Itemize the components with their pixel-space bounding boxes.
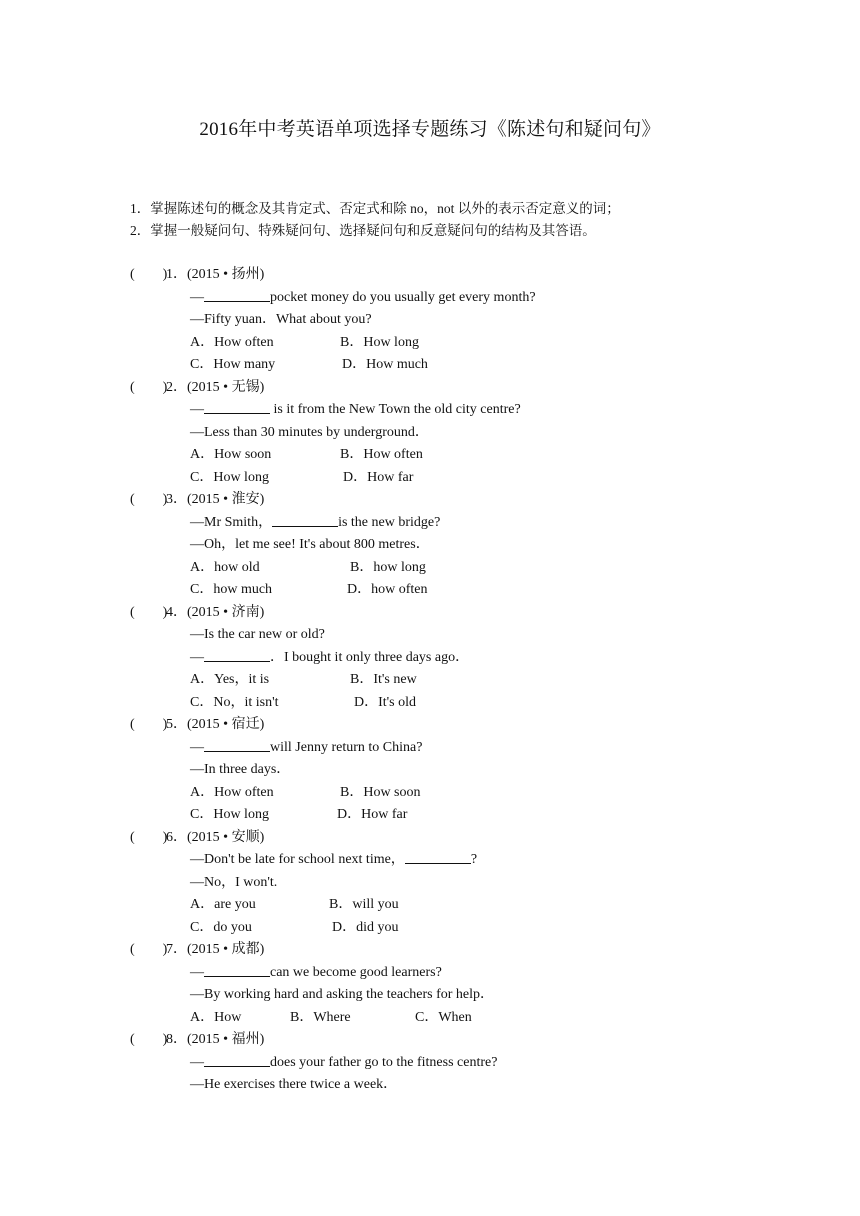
answer-option: B．How soon [340,784,421,800]
answer-parentheses: ( ) [130,379,168,395]
option-row [130,354,830,377]
option-row [130,894,830,917]
question-header [130,489,830,512]
dialog-text: will Jenny return to China? [270,739,423,755]
dialog-line [130,624,830,647]
dialog-text: He exercises there twice a week． [204,1077,398,1092]
question-header [130,602,830,625]
question-number-source: 1．(2015 • 扬州) [166,267,265,282]
dialog-line [130,759,830,782]
dialog-text: does your father go to the fitness centre? [270,1054,498,1070]
dialog-text: Fifty yuan．What about you? [204,312,372,327]
question-header [130,377,830,400]
option-row [130,557,830,580]
answer-option: A．how old [190,559,260,575]
question-header [130,714,830,737]
question-item [130,602,830,715]
dialog-prefix: — [190,627,204,642]
answer-option: A．How often [190,784,274,800]
learning-objectives [130,198,830,242]
dialog-line [130,422,830,445]
question-item [130,827,830,940]
answer-parentheses: ( ) [130,267,168,282]
answer-option: D．How much [342,357,428,372]
answer-parentheses: ( ) [130,829,168,845]
answer-option: A．How often [190,334,274,350]
question-header [130,939,830,962]
question-number-source: 4．(2015 • 济南) [166,604,265,620]
dialog-text: Less than 30 minutes by underground． [204,424,429,440]
answer-blank [204,647,270,662]
question-number-source: 7．(2015 • 成都) [166,942,265,957]
answer-option: B．How often [340,447,423,462]
option-row [130,804,830,827]
answer-parentheses: ( ) [130,1032,168,1047]
dialog-text: In three days． [204,762,291,777]
answer-parentheses: ( ) [130,942,168,957]
answer-option: A．are you [190,897,256,912]
question-item [130,1029,830,1097]
dialog-prefix: — [190,402,204,417]
answer-blank [405,849,471,864]
dialog-line [130,647,830,670]
answer-blank [272,512,338,527]
dialog-line [130,512,830,535]
answer-option: C．How many [190,357,276,372]
dialog-text: Is the car new or old? [204,627,325,642]
dialog-text: is the new bridge? [338,514,441,530]
answer-option: A．How [190,1009,242,1025]
answer-option: C．No，it isn't [190,694,279,710]
dialog-line [130,287,830,310]
dialog-text: ．I bought it only three days ago． [270,649,470,665]
objective-item: 1．掌握陈述句的概念及其肯定式、否定式和除 no，not 以外的表示否定意义的词； [130,201,620,216]
dialog-text: Oh，let me see! It's about 800 metres． [204,537,430,552]
answer-option: D．How far [337,807,408,822]
dialog-prefix: — [190,964,204,980]
answer-option: B．will you [329,897,399,912]
dialog-line [130,399,830,422]
dialog-prefix: —Don't be late for school next time， [190,852,405,867]
answer-blank [204,737,270,752]
answer-option: C．How long [190,807,269,822]
option-row [130,692,830,715]
dialog-line [130,309,830,332]
option-row [130,669,830,692]
dialog-line [130,1052,830,1075]
question-item [130,377,830,490]
page-title: 2016年中考英语单项选择专题练习《陈述句和疑问句》 [199,119,661,140]
answer-blank [204,399,270,414]
question-number-source: 2．(2015 • 无锡) [166,379,265,395]
dialog-text: can we become good learners? [270,964,442,980]
option-row [130,444,830,467]
question-item [130,489,830,602]
option-row [130,782,830,805]
answer-option: B．How long [340,334,419,350]
dialog-prefix: — [190,762,204,777]
dialog-text: ? [470,852,478,867]
dialog-text: No，I won't. [204,874,278,890]
objective-item: 2．掌握一般疑问句、特殊疑问句、选择疑问句和反意疑问句的结构及其答语。 [130,223,596,238]
question-number-source: 8．(2015 • 福州) [166,1032,265,1047]
option-row [130,332,830,355]
dialog-text: By working hard and asking the teachers for help． [204,987,495,1002]
answer-option: D．how often [347,582,428,597]
dialog-prefix: — [190,1077,204,1092]
answer-option: D．It's old [354,694,417,710]
answer-blank [204,1052,270,1067]
dialog-line [130,534,830,557]
question-number-source: 6．(2015 • 安顺) [166,829,265,845]
answer-option: B．It's new [350,672,417,687]
dialog-line [130,872,830,895]
answer-option: D．did you [332,919,399,935]
dialog-prefix: — [190,424,204,440]
question-header [130,1029,830,1052]
dialog-line [130,737,830,760]
dialog-line [130,1074,830,1097]
answer-option: C．how much [190,582,273,597]
answer-parentheses: ( ) [130,492,168,507]
dialog-prefix: — [190,987,204,1002]
answer-parentheses: ( ) [130,717,168,732]
dialog-line [130,849,830,872]
answer-parentheses: ( ) [130,604,168,620]
question-list [130,264,830,1097]
question-header [130,827,830,850]
question-number-source: 5．(2015 • 宿迁) [166,717,265,732]
dialog-line [130,962,830,985]
dialog-prefix: —Mr Smith， [190,514,273,530]
answer-option: C．do you [190,919,252,935]
dialog-prefix: — [190,289,204,305]
dialog-text: pocket money do you usually get every month? [270,289,536,305]
dialog-prefix: — [190,874,204,890]
question-header [130,264,830,287]
answer-option: C．When [415,1009,472,1025]
answer-blank [204,287,270,302]
option-row [130,467,830,490]
question-item [130,264,830,377]
dialog-prefix: — [190,312,204,327]
dialog-prefix: — [190,649,204,665]
question-item [130,939,830,1029]
answer-option: A．Yes，it is [190,672,270,687]
dialog-text: is it from the New Town the old city centre? [270,402,521,417]
answer-option: D．How far [343,469,414,485]
dialog-prefix: — [190,1054,204,1070]
option-row [130,917,830,940]
answer-option: B．Where [290,1009,351,1025]
dialog-prefix: — [190,537,204,552]
dialog-prefix: — [190,739,204,755]
answer-blank [204,962,270,977]
answer-option: C．How long [190,469,269,485]
question-item [130,714,830,827]
answer-option: A．How soon [190,447,272,462]
option-row [130,579,830,602]
answer-option: B．how long [350,559,426,575]
question-number-source: 3．(2015 • 淮安) [166,492,265,507]
option-row [130,1007,830,1030]
dialog-line [130,984,830,1007]
